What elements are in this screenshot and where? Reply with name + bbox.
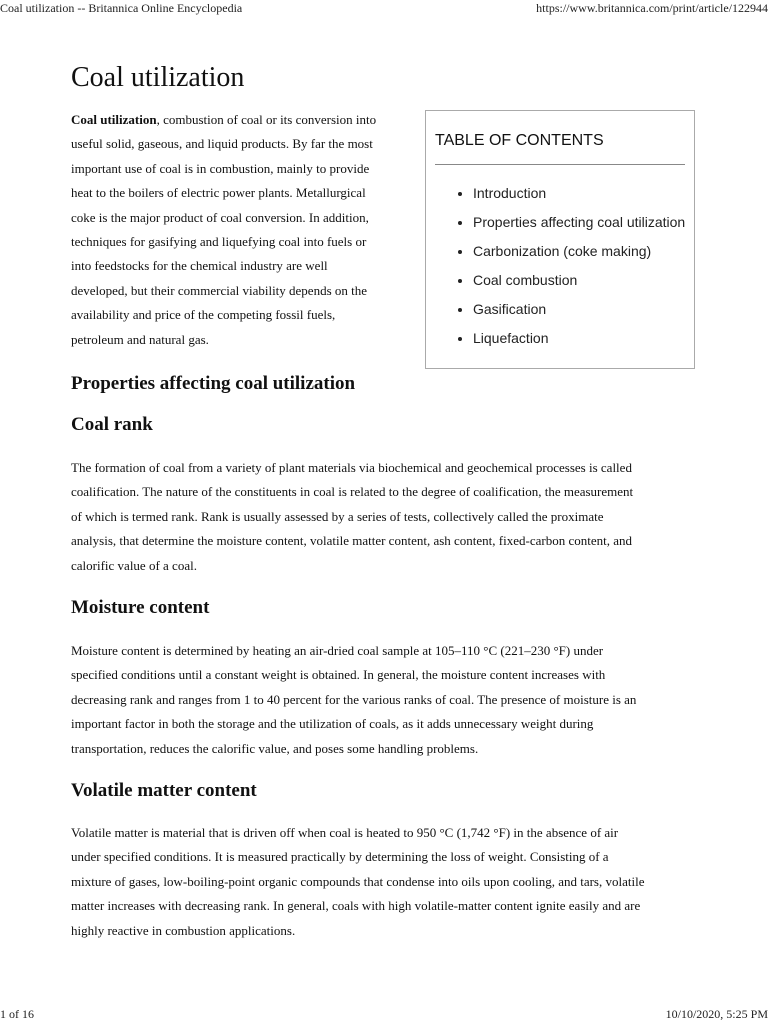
intro-line: important use of coal is in combustion, mainly to provide (71, 160, 370, 176)
subsection-heading-coal-rank: Coal rank (71, 414, 153, 435)
intro-line: , combustion of coal or its conversion into (156, 112, 377, 127)
intro-line: techniques for gasifying and liquefying coal into fuels or (71, 234, 367, 250)
coal-rank-paragraph (71, 456, 633, 578)
toc-item-coal-combustion[interactable]: • Coal combustion (473, 266, 685, 295)
text-line: coalification. The nature of the constituents in coal is related to the degree of coalification, the measurement (71, 484, 634, 500)
text-line: decreasing rank and ranges from 1 to 40 percent for the various ranks of coal. The presence of moisture is an (71, 691, 637, 707)
table-of-contents (425, 110, 695, 369)
subsection-heading-moisture: Moisture content (71, 597, 210, 618)
text-line: mixture of gases, low-boiling-point organic compounds that condense into oils upon cooling, and tars, volatile (71, 873, 645, 889)
toc-item-introduction[interactable]: • Introduction (473, 179, 685, 208)
print-header-title: Coal utilization -- Britannica Online Encyclopedia (0, 1, 243, 15)
text-line: transportation, reduces the calorific value, and poses some handling problems. (71, 740, 479, 756)
toc-item-properties[interactable]: • Properties affecting coal utilization (473, 208, 685, 237)
intro-line: availability and price of the competing fossil fuels, (71, 307, 336, 323)
toc-divider (435, 164, 685, 165)
intro-line: into feedstocks for the chemical industry are well (71, 258, 328, 274)
print-datetime: 10/10/2020, 5:25 PM (665, 1007, 768, 1021)
toc-item-liquefaction[interactable]: • Liquefaction (473, 324, 685, 353)
page-title: Coal utilization (71, 62, 245, 93)
subsection-heading-volatile: Volatile matter content (71, 780, 257, 801)
toc-item-gasification[interactable]: • Gasification (473, 295, 685, 324)
intro-paragraph (71, 108, 376, 352)
intro-line: useful solid, gaseous, and liquid products. By far the most (71, 136, 373, 152)
intro-line: developed, but their commercial viability depends on the (71, 282, 368, 298)
text-line: matter increases with decreasing rank. In general, coals with high volatile-matter content ignite easily and are (71, 898, 641, 914)
print-header-url: https://www.britannica.com/print/article/122944 (536, 1, 768, 15)
text-line: highly reactive in combustion applications. (71, 922, 296, 938)
text-line: Volatile matter is material that is driven off when coal is heated to 950 °C (1,742 °F) in the absence of air (71, 825, 619, 840)
intro-bold-term: Coal utilization (71, 112, 157, 127)
text-line: under specified conditions. It is measured practically by determining the loss of weight. Consisting of a (71, 849, 609, 865)
text-line: analysis, that determine the moisture content, volatile matter content, ash content, fixed-carbon content, and (71, 533, 632, 549)
moisture-paragraph (71, 639, 636, 761)
intro-line: heat to the boilers of electric power plants. Metallurgical (71, 185, 366, 201)
section-heading: Properties affecting coal utilization (71, 373, 356, 394)
toc-list (426, 179, 685, 353)
toc-item-carbonization[interactable]: • Carbonization (coke making) (473, 237, 685, 266)
text-line: important factor in both the storage and the utilization of coals, as it adds unnecessary weight during (71, 716, 594, 732)
text-line: specified conditions until a constant weight is obtained. In general, the moisture content increases with (71, 667, 606, 683)
intro-line: petroleum and natural gas. (71, 331, 209, 347)
text-line: The formation of coal from a variety of plant materials via biochemical and geochemical processes is called (71, 460, 632, 475)
text-line: of which is termed rank. Rank is usually assessed by a series of tests, collectively called the proximate (71, 508, 604, 524)
text-line: Moisture content is determined by heating an air-dried coal sample at 105–110 °C (221–230 °F) under (71, 643, 604, 658)
volatile-paragraph (71, 821, 644, 943)
page-number: 1 of 16 (0, 1007, 34, 1021)
intro-line: coke is the major product of coal conversion. In addition, (71, 209, 369, 225)
text-line: calorific value of a coal. (71, 557, 197, 573)
toc-title: TABLE OF CONTENTS (435, 132, 604, 149)
